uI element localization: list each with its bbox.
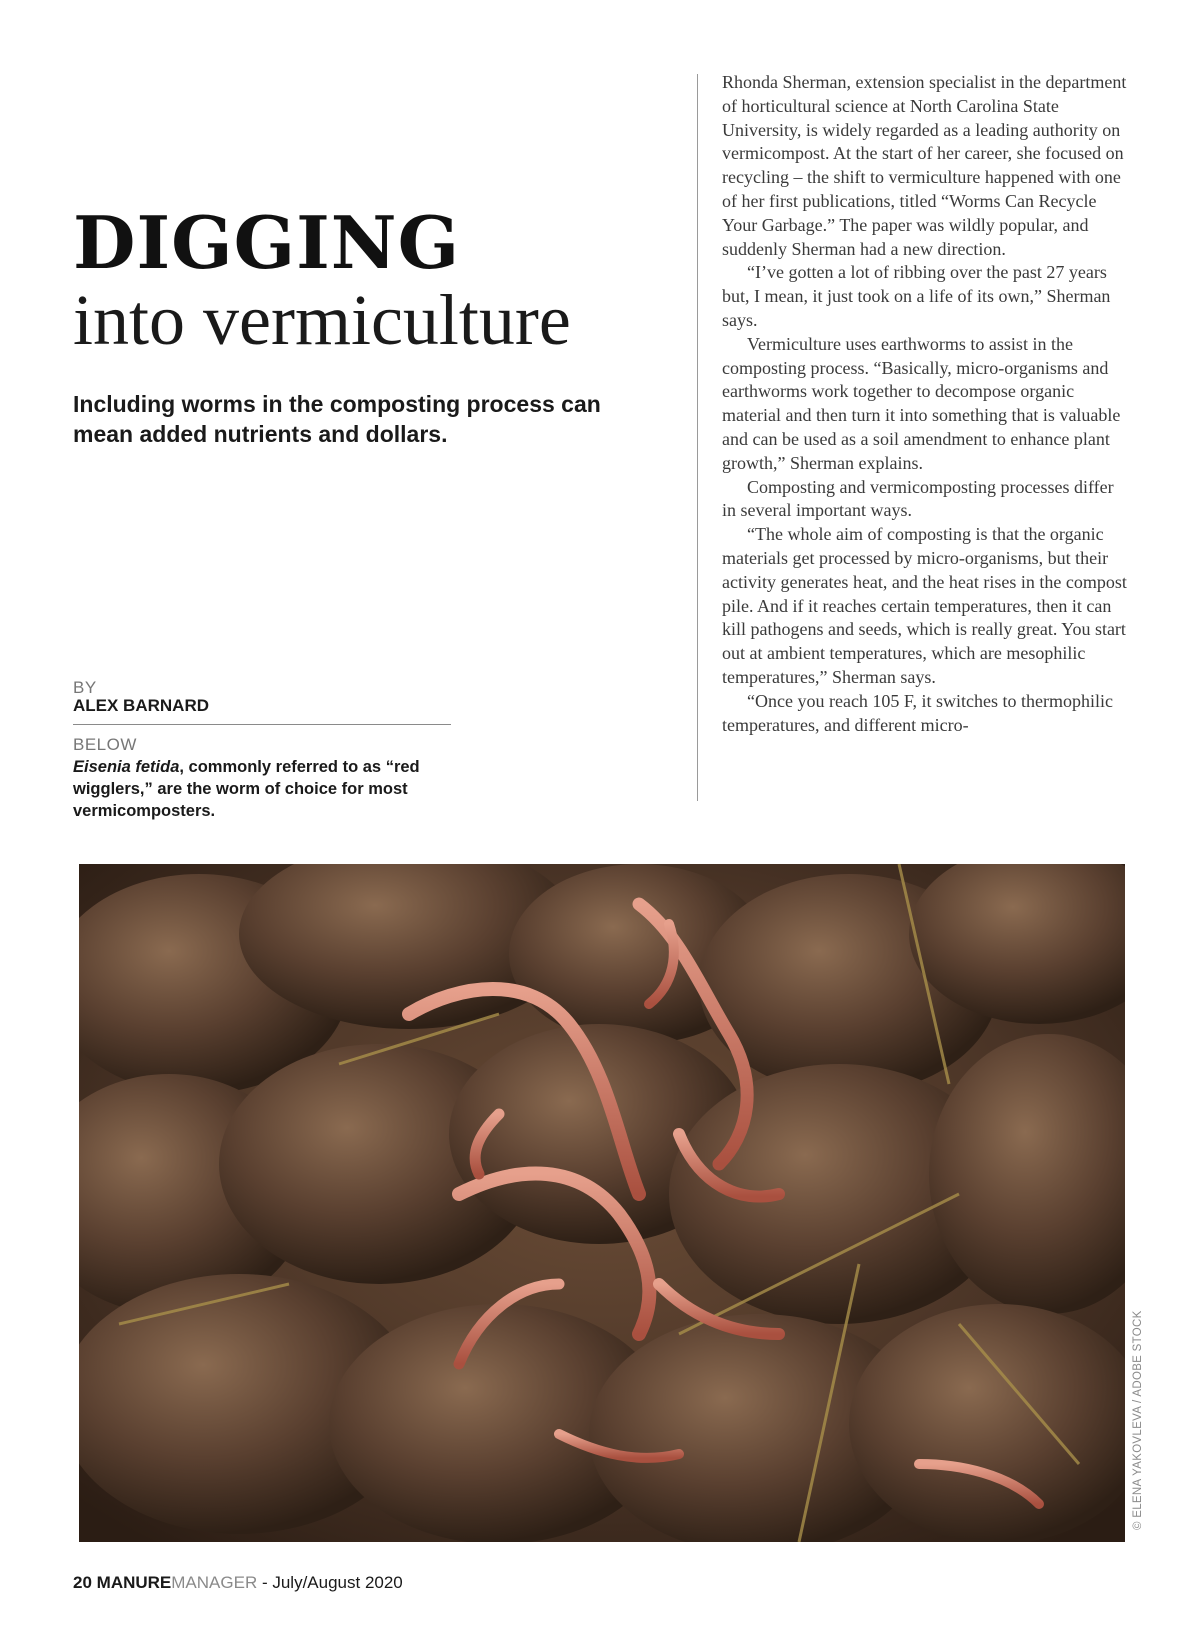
- photo-caption: [73, 756, 473, 822]
- body-paragraph: Vermiculture uses earthworms to assist in the composting process. “Basically, micro-organisms and earthworms work together to decompose organic material and then turn it into something that is valuable and can be used as a soil amendment to enhance plant growth,” Sherman explains.: [722, 333, 1121, 473]
- compost-illustration: [79, 864, 1125, 1542]
- article-deck: Including worms in the composting process can mean added nutrients and dollars.: [73, 391, 601, 447]
- byline-divider: [73, 724, 451, 725]
- issue-date: - July/August 2020: [257, 1573, 403, 1592]
- body-paragraph: “Once you reach 105 F, it switches to thermophilic temperatures, and different micro-: [722, 690, 1113, 735]
- body-paragraph: “I’ve gotten a lot of ribbing over the past 27 years but, I mean, it just took on a life of its own,” Sherman says.: [722, 262, 1111, 330]
- body-column: [722, 71, 1132, 737]
- worms-in-compost-photo: [79, 864, 1125, 1542]
- caption-text-rest: , commonly referred to as “red wigglers,” are the worm of choice for most vermicomposters.: [73, 758, 420, 820]
- byline-author: ALEX BARNARD: [73, 696, 209, 715]
- body-paragraph: Composting and vermicomposting processes differ in several important ways.: [722, 476, 1114, 521]
- photo-credit-text: © ELENA YAKOVLEVA / ADOBE STOCK: [1132, 1310, 1144, 1530]
- article-title-main: DIGGING: [73, 200, 461, 285]
- page-number: 20: [73, 1573, 92, 1592]
- byline-label: BY: [73, 678, 97, 697]
- column-divider: [697, 74, 698, 801]
- magazine-name-bold: MANURE: [96, 1573, 172, 1592]
- article-title-sub: into vermiculture: [73, 280, 571, 360]
- body-paragraph: Rhonda Sherman, extension specialist in the department of horticultural science at North Carolina State University, is widely regarded as a leading authority on vermicompost. At the start of her career, she focused on recycling – the shift to vermiculture happened with one of her first publications, titled “Worms Can Recycle Your Garbage.” The paper was wildly popular, and suddenly Sherman had a new direction.: [722, 72, 1127, 259]
- caption-label: BELOW: [73, 735, 137, 754]
- photo-credit: [1128, 1310, 1150, 1542]
- body-paragraph: “The whole aim of composting is that the organic materials get processed by micro-organisms, but their activity generates heat, and the heat rises in the compost pile. And if it reaches certain temperatures, then it can kill pathogens and seeds, which is really great. You start out at ambient temperatures, which are mesophilic temperatures,” Sherman says.: [722, 524, 1127, 687]
- magazine-name-light: MANAGER: [171, 1573, 258, 1592]
- page-footer: [73, 1573, 403, 1593]
- caption-species: Eisenia fetida: [73, 758, 180, 776]
